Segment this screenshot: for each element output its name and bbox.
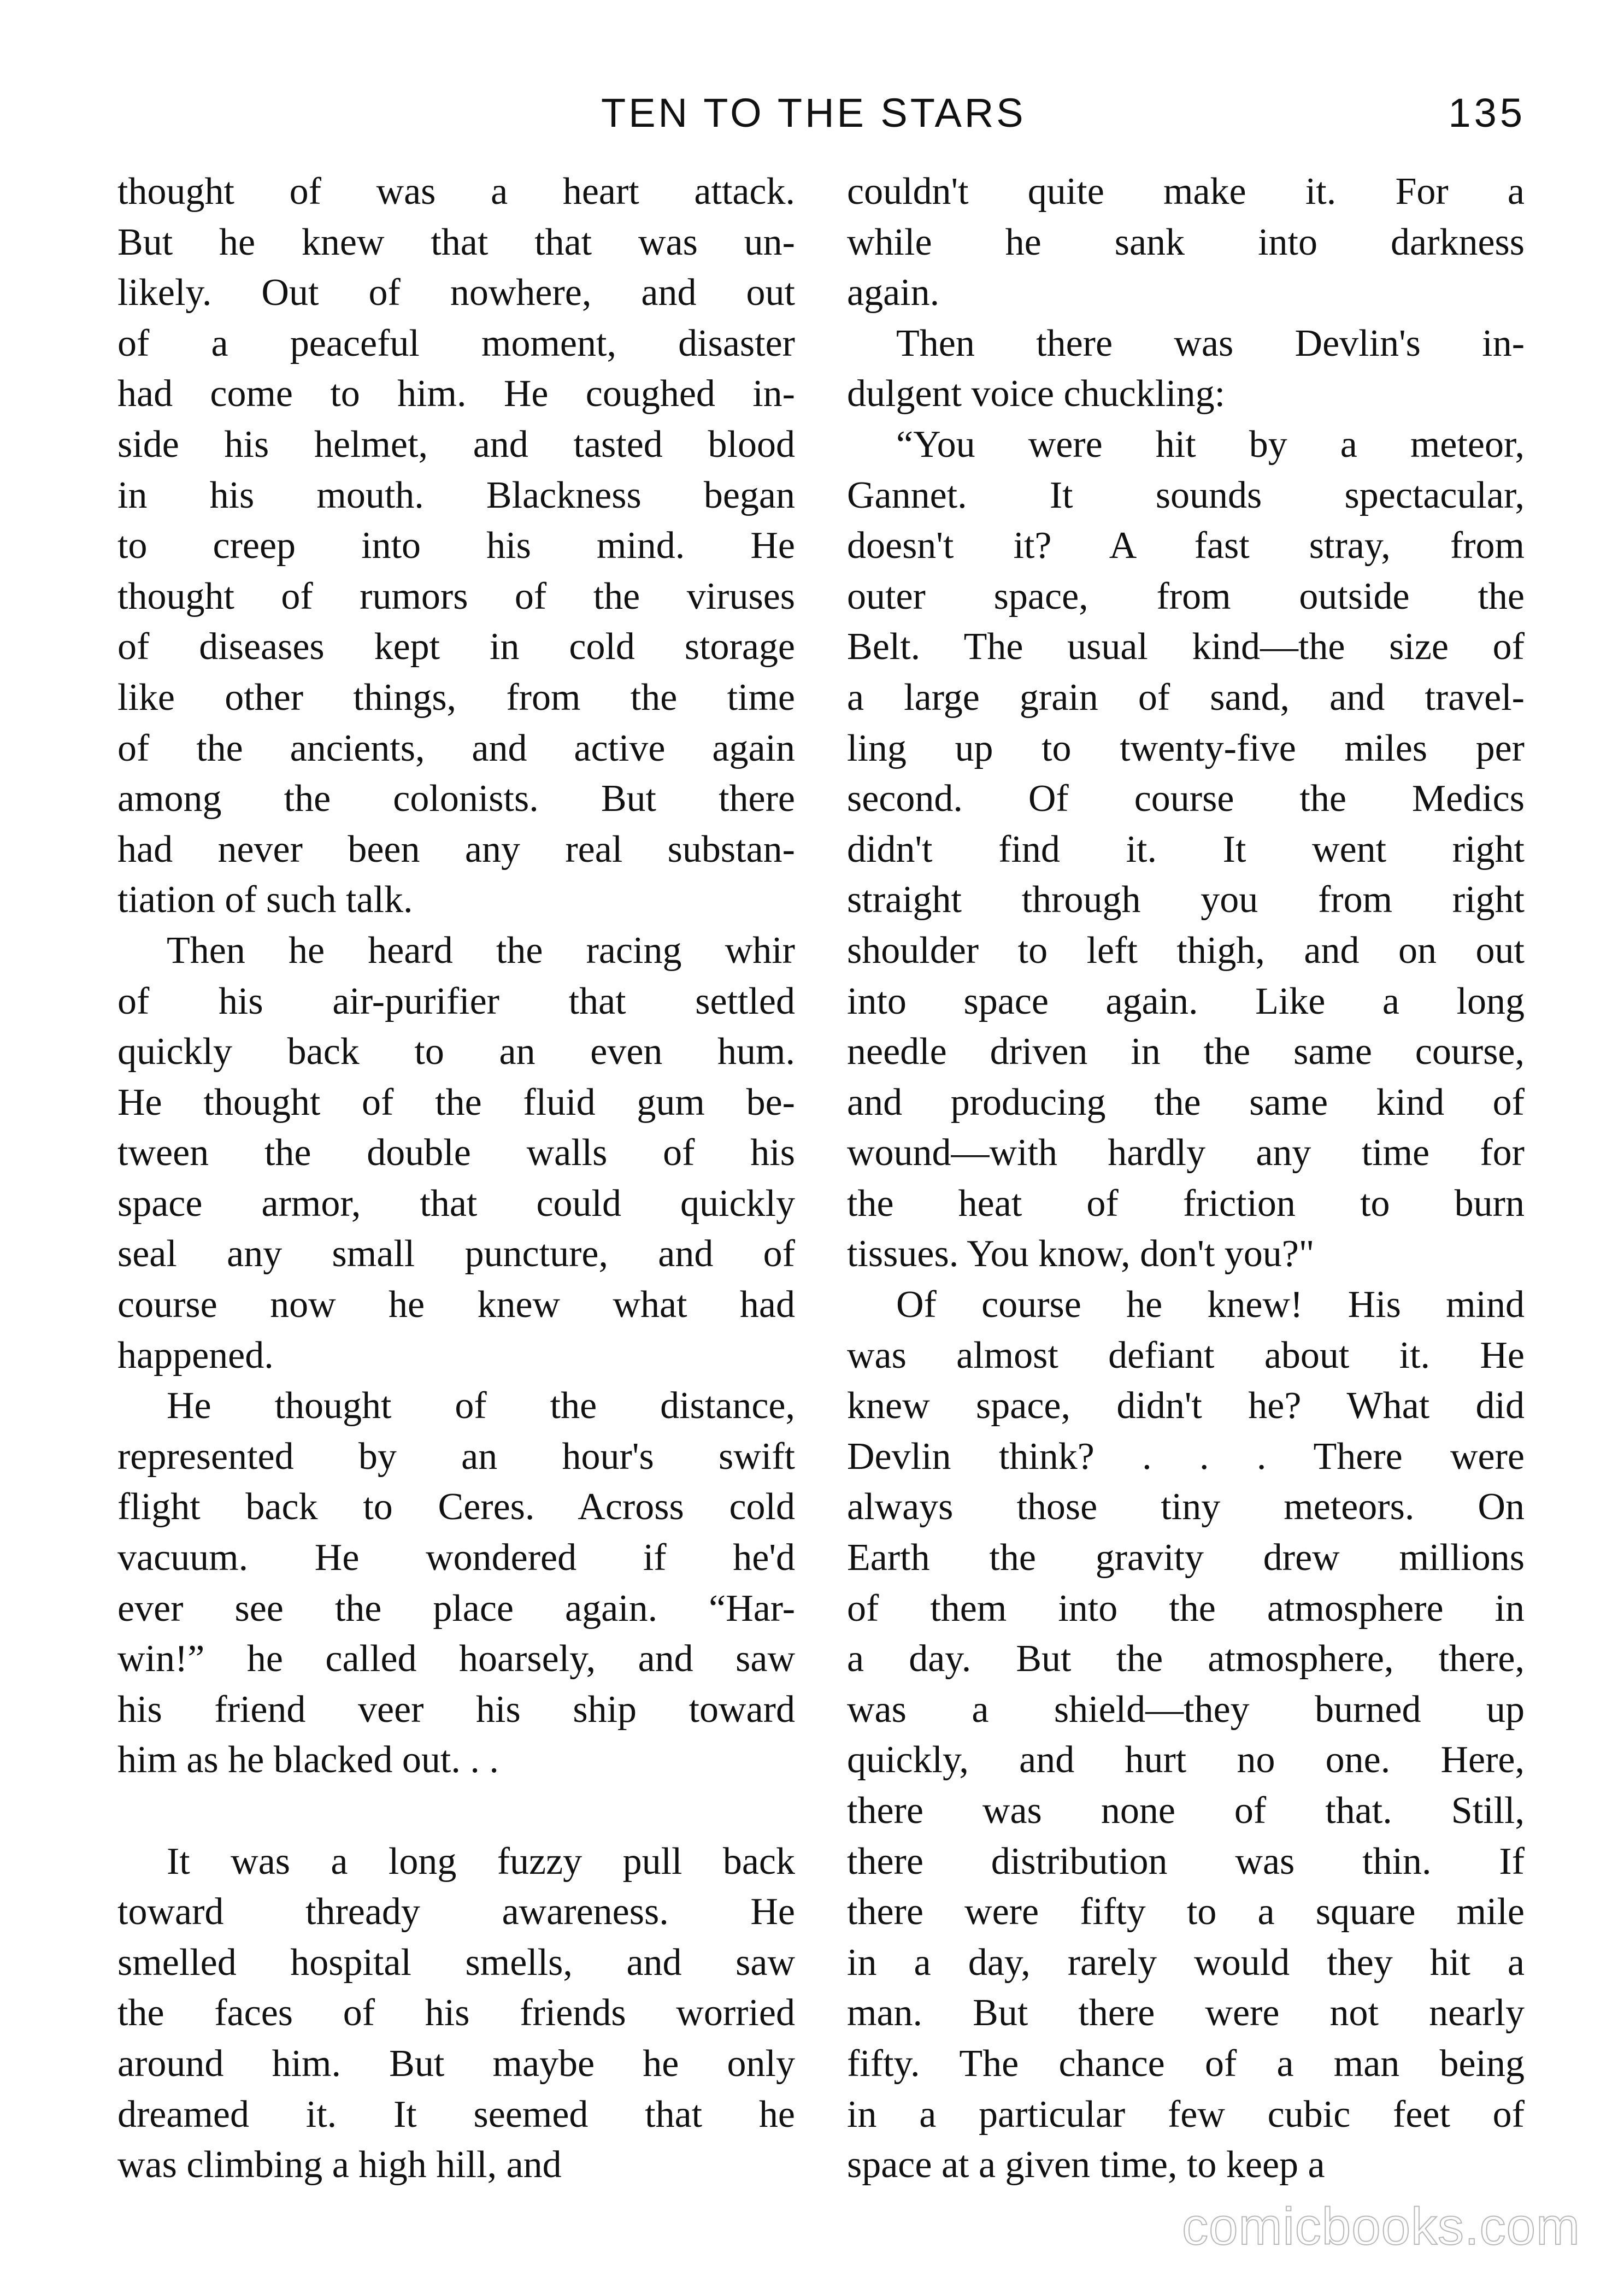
text-line: of the ancients, and active again [117, 727, 795, 769]
text-line: of them into the atmosphere in [847, 1587, 1525, 1630]
text-line: “You were hit by a meteor, [896, 423, 1525, 466]
text-line: Then there was Devlin's in- [896, 322, 1525, 364]
text-line: didn't find it. It went right [847, 828, 1525, 871]
watermark: comicbooks.com [1182, 2197, 1580, 2256]
text-line: the heat of friction to burn [847, 1182, 1525, 1225]
text-line: seal any small puncture, and of [117, 1233, 795, 1275]
text-line: man. But there were not nearly [847, 1992, 1525, 2034]
text-line: second. Of course the Medics [847, 778, 1525, 820]
text-line: He thought of the distance, [167, 1385, 795, 1427]
text-line: again. [847, 272, 940, 314]
text-line: of his air-purifier that settled [117, 980, 795, 1022]
text-line: toward thready awareness. He [117, 1891, 795, 1933]
text-line: had never been any real substan- [117, 828, 795, 871]
text-line: knew space, didn't he? What did [847, 1385, 1525, 1427]
text-line: wound—with hardly any time for [847, 1132, 1525, 1174]
running-title: TEN TO THE STARS [601, 90, 1026, 136]
text-line: of a peaceful moment, disaster [117, 322, 795, 364]
text-line: Earth the gravity drew millions [847, 1537, 1525, 1579]
text-line: the faces of his friends worried [117, 1992, 795, 2034]
text-line: and producing the same kind of [847, 1081, 1525, 1124]
text-line: was almost defiant about it. He [847, 1334, 1525, 1377]
text-line: course now he knew what had [117, 1284, 795, 1326]
text-line: space at a given time, to keep a [847, 2144, 1325, 2186]
text-line: dreamed it. It seemed that he [117, 2093, 795, 2136]
text-line: around him. But maybe he only [117, 2042, 795, 2085]
text-line: was a shield—they burned up [847, 1688, 1525, 1731]
text-line: doesn't it? A fast stray, from [847, 525, 1525, 567]
text-line: a large grain of sand, and travel- [847, 676, 1525, 719]
right-text-column [847, 167, 1525, 2191]
text-line: dulgent voice chuckling: [847, 373, 1226, 415]
section-break [117, 1786, 795, 1837]
text-line: always those tiny meteors. On [847, 1486, 1525, 1528]
text-line: tween the double walls of his [117, 1132, 795, 1174]
text-line: like other things, from the time [117, 676, 795, 719]
text-line: into space again. Like a long [847, 980, 1525, 1022]
text-line: vacuum. He wondered if he'd [117, 1537, 795, 1579]
text-line: thought of rumors of the viruses [117, 575, 795, 617]
text-line: him as he blacked out. . . [117, 1739, 499, 1781]
text-line: to creep into his mind. He [117, 525, 795, 567]
text-line: among the colonists. But there [117, 778, 795, 820]
text-line: shoulder to left thigh, and on out [847, 929, 1525, 972]
page-number: 135 [1448, 90, 1526, 136]
text-line: represented by an hour's swift [117, 1435, 795, 1478]
text-line: space armor, that could quickly [117, 1182, 795, 1225]
left-text-column [117, 167, 795, 2191]
text-line: tissues. You know, don't you?" [847, 1233, 1315, 1275]
text-line: Devlin think? . . . There were [847, 1435, 1525, 1478]
text-line: tiation of such talk. [117, 879, 413, 921]
text-line: his friend veer his ship toward [117, 1688, 795, 1731]
text-line: Of course he knew! His mind [896, 1284, 1525, 1326]
text-line: quickly, and hurt no one. Here, [847, 1739, 1525, 1781]
text-line: was climbing a high hill, and [117, 2144, 562, 2186]
text-line: Gannet. It sounds spectacular, [847, 474, 1525, 516]
text-line: had come to him. He coughed in- [117, 373, 795, 415]
text-line: in his mouth. Blackness began [117, 474, 795, 516]
text-line: It was a long fuzzy pull back [167, 1840, 795, 1883]
text-line: quickly back to an even hum. [117, 1031, 795, 1073]
text-line: win!” he called hoarsely, and saw [117, 1638, 795, 1680]
text-line: needle driven in the same course, [847, 1031, 1525, 1073]
text-line: of diseases kept in cold storage [117, 626, 795, 668]
text-line: ever see the place again. “Har- [117, 1587, 795, 1630]
text-line: ling up to twenty-five miles per [847, 727, 1525, 769]
text-line: a day. But the atmosphere, there, [847, 1638, 1525, 1680]
text-line: But he knew that that was un- [117, 221, 795, 263]
text-line: there were fifty to a square mile [847, 1891, 1525, 1933]
text-line: smelled hospital smells, and saw [117, 1941, 795, 1984]
text-line: in a particular few cubic feet of [847, 2093, 1525, 2136]
text-line: likely. Out of nowhere, and out [117, 272, 795, 314]
text-line: He thought of the fluid gum be- [117, 1081, 795, 1124]
text-line: there was none of that. Still, [847, 1790, 1525, 1832]
text-line: side his helmet, and tasted blood [117, 423, 795, 466]
text-line: happened. [117, 1334, 274, 1377]
text-line: Belt. The usual kind—the size of [847, 626, 1525, 668]
text-line: outer space, from outside the [847, 575, 1525, 617]
text-line: couldn't quite make it. For a [847, 170, 1525, 213]
text-line: straight through you from right [847, 879, 1525, 921]
text-line: there distribution was thin. If [847, 1840, 1525, 1883]
text-line: fifty. The chance of a man being [847, 2042, 1525, 2085]
text-line: Then he heard the racing whir [167, 929, 795, 972]
text-line: in a day, rarely would they hit a [847, 1941, 1525, 1984]
text-line: while he sank into darkness [847, 221, 1525, 263]
text-line: flight back to Ceres. Across cold [117, 1486, 795, 1528]
text-line: thought of was a heart attack. [117, 170, 795, 213]
